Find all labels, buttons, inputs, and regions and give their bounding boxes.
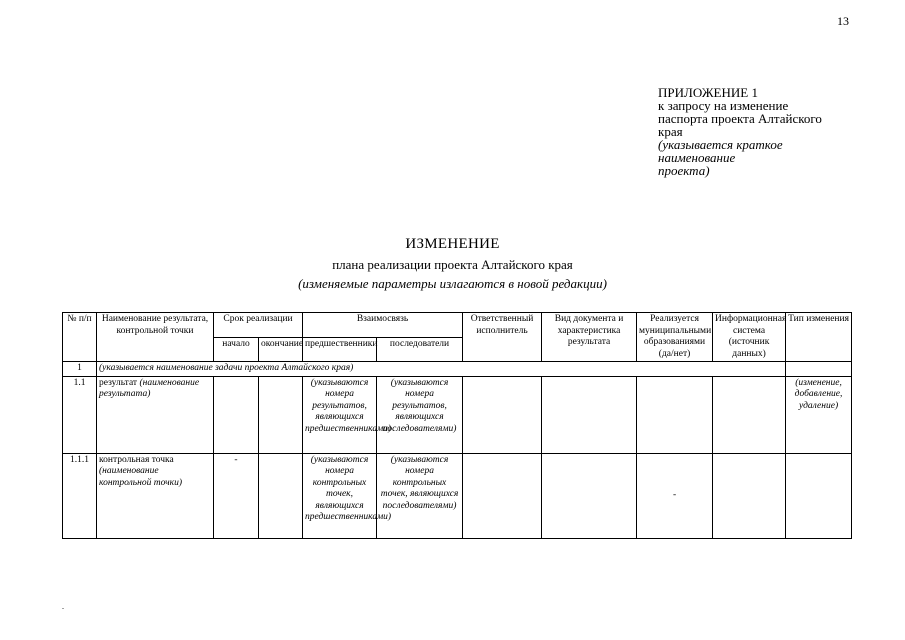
header-end: окончание [259, 337, 303, 362]
document-title-block [0, 236, 905, 292]
cell-municipal [637, 376, 713, 453]
cell-name-label: результат [99, 377, 140, 388]
cell-task-name: (указывается наименование задачи проекта Алтайского края) [97, 362, 786, 377]
cell-predecessors: (указываются номера результатов, являющихся предшественниками) [303, 376, 377, 453]
table-row-result [63, 376, 852, 453]
cell-responsible [463, 453, 542, 538]
cell-change-type [786, 453, 852, 538]
cell-document [542, 376, 637, 453]
cell-municipal: - [637, 453, 713, 538]
appendix-note: проекта) [658, 163, 710, 178]
cell-change-type: (изменение, добавление, удаление) [786, 376, 852, 453]
header-municipal: Реализуется муниципальными образованиями (да/нет) [637, 313, 713, 362]
plan-table [62, 312, 852, 539]
cell-successors: (указываются номера результатов, являющихся последователями) [377, 376, 463, 453]
document-subtitle: плана реализации проекта Алтайского края [332, 257, 573, 272]
header-document: Вид документа и характеристика результата [542, 313, 637, 362]
document-title: ИЗМЕНЕНИЕ [405, 236, 500, 252]
table-row-control-point [63, 453, 852, 538]
cell-responsible [463, 376, 542, 453]
cell-number: 1.1.1 [63, 453, 97, 538]
cell-number: 1 [63, 362, 97, 377]
appendix-note: (указывается краткое [658, 137, 783, 152]
header-change-type: Тип изменения [786, 313, 852, 362]
cell-start [214, 376, 259, 453]
document-note: (изменяемые параметры излагаются в новой редакции) [298, 276, 607, 291]
header-infosystem: Информационная система (источник данных) [713, 313, 786, 362]
appendix-line: к запросу на изменение [658, 98, 789, 113]
header-term: Срок реализации [214, 313, 303, 338]
appendix-title: ПРИЛОЖЕНИЕ 1 [658, 85, 758, 100]
header-start: начало [214, 337, 259, 362]
cell-name [97, 376, 214, 453]
header-successors: последователи [377, 337, 463, 362]
cell-predecessors: (указываются номера контрольных точек, являющихся предшественниками) [303, 453, 377, 538]
cell-number: 1.1 [63, 376, 97, 453]
appendix-line: края [658, 124, 683, 139]
table-row-task [63, 362, 852, 377]
header-number: № п/п [63, 313, 97, 362]
cell-infosystem [713, 453, 786, 538]
cell-name [97, 453, 214, 538]
cell-end [259, 376, 303, 453]
cell-start: - [214, 453, 259, 538]
appendix-block [658, 86, 858, 177]
cell-empty [786, 362, 852, 377]
footer-mark: . [62, 602, 64, 611]
cell-infosystem [713, 376, 786, 453]
header-responsible: Ответственный исполнитель [463, 313, 542, 362]
cell-successors: (указываются номера контрольных точек, являющихся последователями) [377, 453, 463, 538]
appendix-line: паспорта проекта Алтайского [658, 111, 822, 126]
header-relation: Взаимосвязь [303, 313, 463, 338]
appendix-note: наименование [658, 150, 736, 165]
cell-name-label: контрольная точка [99, 454, 174, 465]
cell-document [542, 453, 637, 538]
header-name: Наименование результата, контрольной точки [97, 313, 214, 362]
cell-name-note: (наименование контрольной точки) [99, 466, 182, 488]
cell-end [259, 453, 303, 538]
header-predecessors: предшественники [303, 337, 377, 362]
page-number: 13 [837, 14, 849, 28]
cell-name-note: (наименование результата) [99, 377, 200, 399]
